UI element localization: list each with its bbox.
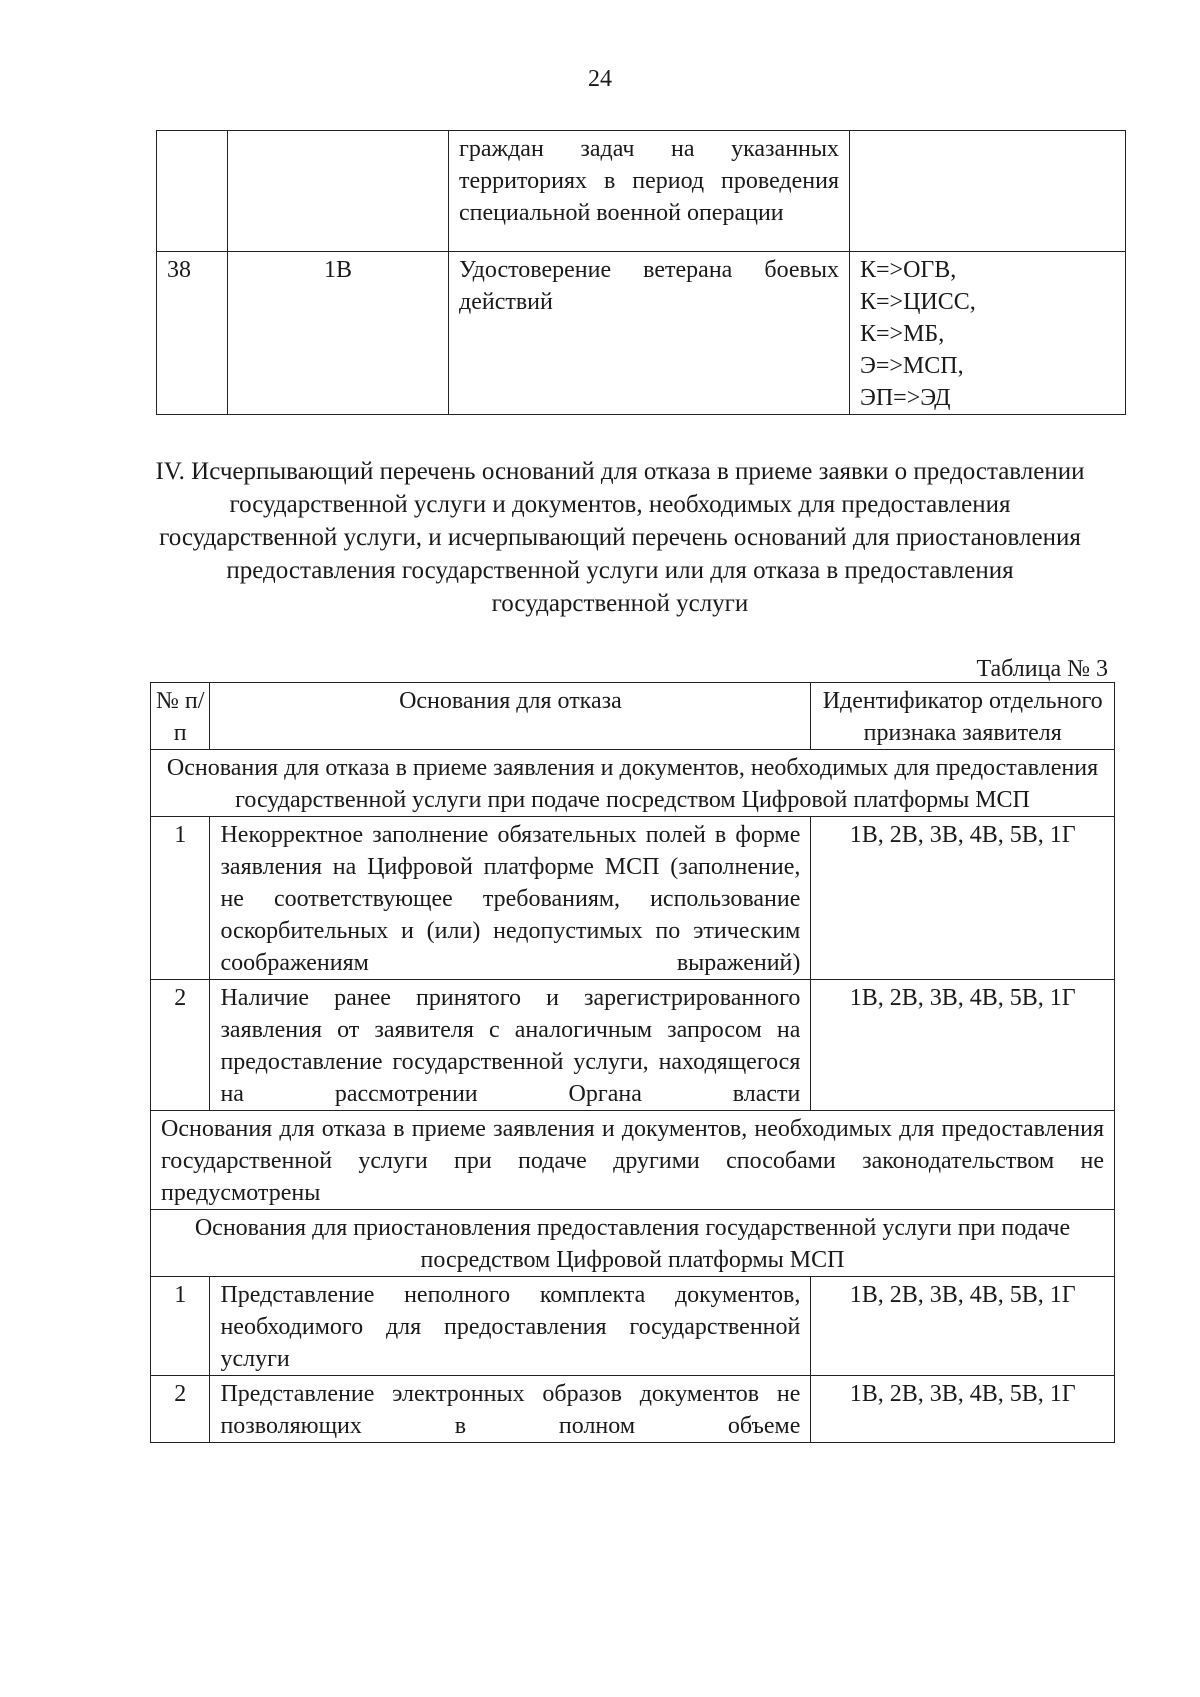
refusal-reason: Наличие ранее принятого и зарегистрированного заявления от заявителя с аналогичным запросом на предоставление государственной услуги, находящегося на рассмотрении Органа власти <box>210 980 811 1111</box>
refusal-reason: Некорректное заполнение обязательных полей в форме заявления на Цифровой платформе МСП (заполнение, не соответствующее требованиям, использование оскорбительных и (или) недопустимых по этическим соображениям выражений) <box>210 817 811 980</box>
page-number: 24 <box>588 66 612 92</box>
operation-item: К=>ЦИСС, <box>860 289 976 315</box>
refusal-grounds-table <box>150 682 1115 1443</box>
table-row <box>151 980 1115 1111</box>
group-title: Основания для приостановления предоставления государственной услуги при подаче посредством Цифровой платформы МСП <box>151 1210 1115 1277</box>
operations-cell <box>850 252 1126 415</box>
operation-item: ЭП=>ЭД <box>860 385 951 411</box>
table-row <box>157 252 1126 415</box>
suspension-reason: Представление неполного комплекта документов, необходимого для предоставления государственной услуги <box>210 1277 811 1376</box>
table-row <box>151 1277 1115 1376</box>
section-title: IV. Исчерпывающий перечень оснований для отказа в приеме заявки о предоставлении государственной услуги и документов, необходимых для предоставления государственной услуги, и исчерпывающий перечень оснований для приостановления предоставления государственной услуги или для отказа в предоставления государственной услуги <box>155 458 1085 617</box>
group-title: Основания для отказа в приеме заявления и документов, необходимых для предоставления государственной услуги при подаче посредством Цифровой платформы МСП <box>151 750 1115 817</box>
group-header-row <box>151 750 1115 817</box>
operations-cell <box>850 131 1126 252</box>
continuation-table <box>156 130 1126 415</box>
table-row <box>151 817 1115 980</box>
header-number: № п/п <box>151 683 210 750</box>
operation-item: Э=>МСП, <box>860 353 964 379</box>
document-name: Удостоверение ветерана боевых действий <box>449 252 850 415</box>
row-number: 38 <box>157 252 228 415</box>
applicant-identifiers: 1В, 2В, 3В, 4В, 5В, 1Г <box>811 1376 1115 1443</box>
table-row <box>157 131 1126 252</box>
applicant-identifiers: 1В, 2В, 3В, 4В, 5В, 1Г <box>811 1277 1115 1376</box>
group-header-row <box>151 1111 1115 1210</box>
header-reason: Основания для отказа <box>210 683 811 750</box>
table-row <box>151 1376 1115 1443</box>
operation-item: К=>ОГВ, <box>860 257 957 283</box>
row-number <box>157 131 228 252</box>
applicant-identifiers: 1В, 2В, 3В, 4В, 5В, 1Г <box>811 817 1115 980</box>
group-header-row <box>151 1210 1115 1277</box>
applicant-code <box>228 131 449 252</box>
table-caption: Таблица № 3 <box>976 656 1108 682</box>
row-number: 1 <box>151 1277 210 1376</box>
applicant-code: 1В <box>228 252 449 415</box>
group-title: Основания для отказа в приеме заявления и документов, необходимых для предоставления государственной услуги при подаче другими способами законодательством не предусмотрены <box>151 1111 1115 1210</box>
row-number: 2 <box>151 1376 210 1443</box>
row-number: 1 <box>151 817 210 980</box>
suspension-reason: Представление электронных образов документов не позволяющих в полном объеме <box>210 1376 811 1443</box>
operation-item: К=>МБ, <box>860 321 945 347</box>
header-identifier: Идентификатор отдельного признака заявителя <box>811 683 1115 750</box>
document-name: граждан задач на указанных территориях в период проведения специальной военной операции <box>449 131 850 252</box>
applicant-identifiers: 1В, 2В, 3В, 4В, 5В, 1Г <box>811 980 1115 1111</box>
row-number: 2 <box>151 980 210 1111</box>
header-row <box>151 683 1115 750</box>
